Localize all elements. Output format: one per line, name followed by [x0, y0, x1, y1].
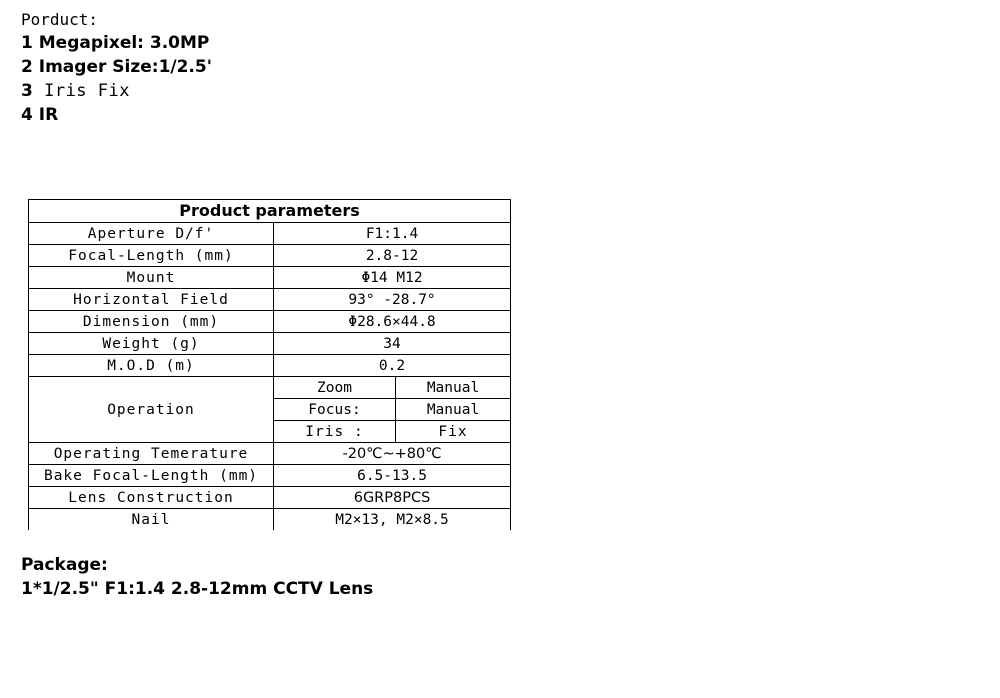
param-label: Mount — [29, 267, 274, 289]
package-content: 1*1/2.5" F1:1.4 2.8-12mm CCTV Lens — [21, 579, 374, 599]
operation-name: Zoom — [274, 377, 396, 399]
feature-number: 2 — [21, 57, 33, 77]
feature-number: 3 — [21, 81, 34, 101]
param-label: Focal-Length (mm) — [29, 245, 274, 267]
param-value: 2.8-12 — [274, 245, 511, 267]
param-value: 6GRP8PCS — [274, 487, 511, 509]
table-row — [29, 245, 511, 267]
table-row — [29, 289, 511, 311]
param-label: Bake Focal-Length (mm) — [29, 465, 274, 487]
table-row — [29, 311, 511, 333]
operation-value: Manual — [396, 377, 511, 399]
feature-ir — [21, 103, 212, 127]
table-row — [29, 443, 511, 465]
param-value: 6.5-13.5 — [274, 465, 511, 487]
param-value: 34 — [274, 333, 511, 355]
param-label: Horizontal Field — [29, 289, 274, 311]
feature-megapixel — [21, 31, 212, 55]
param-value: Φ28.6×44.8 — [274, 311, 511, 333]
param-value: -20℃~+80℃ — [274, 443, 511, 465]
table-row — [29, 223, 511, 245]
param-label: Weight (g) — [29, 333, 274, 355]
operation-value: Manual — [396, 399, 511, 421]
param-value: 0.2 — [274, 355, 511, 377]
table-header: Product parameters — [29, 200, 511, 223]
package-section — [21, 553, 373, 601]
table-row — [29, 355, 511, 377]
package-title: Package: — [21, 555, 108, 575]
param-value: Φ14 M12 — [274, 267, 511, 289]
param-label: M.O.D (m) — [29, 355, 274, 377]
table-row — [29, 267, 511, 289]
operation-name: Focus: — [274, 399, 396, 421]
feature-text: Imager Size:1/2.5' — [38, 57, 212, 77]
param-label: Lens Construction — [29, 487, 274, 509]
param-value: M2×13, M2×8.5 — [274, 509, 511, 531]
feature-text: Megapixel: 3.0MP — [38, 33, 210, 53]
param-label: Operating Temerature — [29, 443, 274, 465]
product-heading: Porduct: — [21, 10, 99, 29]
param-label: Dimension (mm) — [29, 311, 274, 333]
feature-number: 1 — [21, 33, 33, 53]
param-label: Operation — [29, 377, 274, 443]
operation-value: Fix — [396, 421, 511, 443]
feature-text: IR — [38, 105, 59, 125]
operation-name: Iris : — [274, 421, 396, 443]
feature-number: 4 — [21, 105, 33, 125]
param-value: F1:1.4 — [274, 223, 511, 245]
param-label: Nail — [29, 509, 274, 531]
table-row — [29, 509, 511, 531]
product-intro — [21, 9, 212, 127]
param-value: 93° -28.7° — [274, 289, 511, 311]
table-row — [29, 465, 511, 487]
param-label: Aperture D/f' — [29, 223, 274, 245]
feature-iris — [21, 79, 212, 103]
table-row — [29, 333, 511, 355]
table-row-operation — [29, 377, 511, 399]
table-row — [29, 487, 511, 509]
feature-imager-size — [21, 55, 212, 79]
feature-text: Iris Fix — [44, 81, 130, 101]
product-parameters-table — [28, 199, 511, 530]
